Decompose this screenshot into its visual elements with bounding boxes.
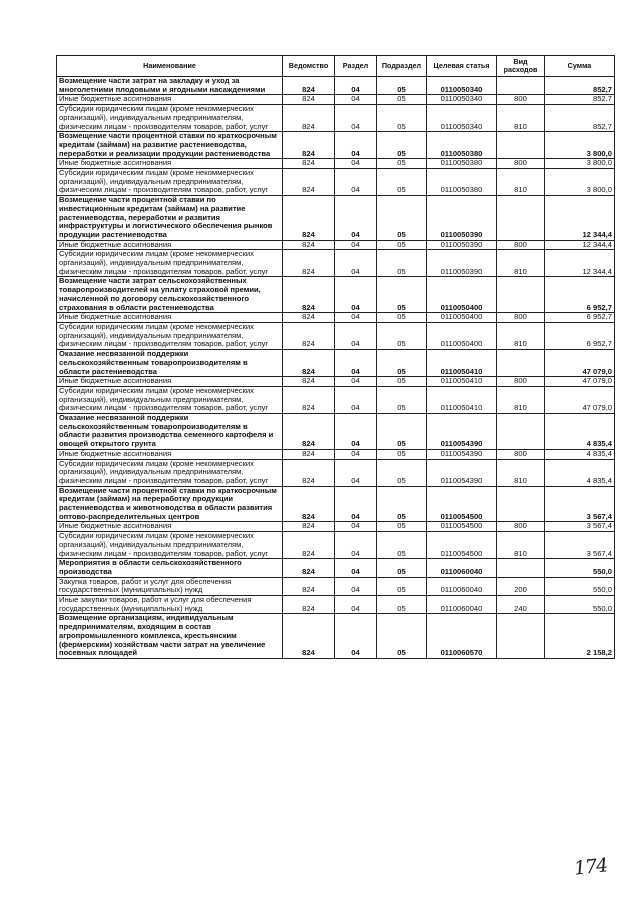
cell-vid: 810 bbox=[497, 532, 545, 559]
cell-ved: 824 bbox=[283, 449, 335, 459]
cell-name: Иные бюджетные ассигнования bbox=[57, 240, 283, 250]
cell-ved: 824 bbox=[283, 386, 335, 413]
table-row bbox=[57, 105, 615, 132]
cell-podrazdel: 05 bbox=[377, 132, 427, 159]
cell-razdel: 04 bbox=[335, 486, 377, 522]
cell-razdel: 04 bbox=[335, 377, 377, 387]
cell-ved: 824 bbox=[283, 559, 335, 577]
cell-statya: 0110050340 bbox=[427, 77, 497, 95]
cell-name: Субсидии юридическим лицам (кроме некоммерческих организаций), индивидуальным предпринимателям, физическим лицам - производителям товаров, работ, услуг bbox=[57, 105, 283, 132]
cell-statya: 0110050410 bbox=[427, 350, 497, 377]
cell-vid: 800 bbox=[497, 313, 545, 323]
table-row bbox=[57, 132, 615, 159]
cell-name: Иные бюджетные ассигнования bbox=[57, 95, 283, 105]
cell-name: Субсидии юридическим лицам (кроме некоммерческих организаций), индивидуальным предпринимателям, физическим лицам - производителям товаров, работ, услуг bbox=[57, 459, 283, 486]
cell-name: Иные закупки товаров, работ и услуг для обеспечения государственных (муниципальных) нужд bbox=[57, 596, 283, 614]
cell-vid: 800 bbox=[497, 377, 545, 387]
cell-razdel: 04 bbox=[335, 240, 377, 250]
cell-summa: 4 835,4 bbox=[545, 414, 615, 450]
cell-name: Закупка товаров, работ и услуг для обеспечения государственных (муниципальных) нужд bbox=[57, 577, 283, 595]
cell-podrazdel: 05 bbox=[377, 350, 427, 377]
table-row bbox=[57, 277, 615, 313]
cell-vid bbox=[497, 77, 545, 95]
cell-razdel: 04 bbox=[335, 277, 377, 313]
cell-vid: 200 bbox=[497, 577, 545, 595]
cell-vid bbox=[497, 614, 545, 659]
cell-podrazdel: 05 bbox=[377, 486, 427, 522]
cell-vid: 800 bbox=[497, 449, 545, 459]
cell-name: Мероприятия в области сельскохозяйственного производства bbox=[57, 559, 283, 577]
table-header-row bbox=[57, 56, 615, 77]
cell-name: Иные бюджетные ассигнования bbox=[57, 159, 283, 169]
cell-vid bbox=[497, 277, 545, 313]
cell-podrazdel: 05 bbox=[377, 377, 427, 387]
cell-vid: 800 bbox=[497, 240, 545, 250]
cell-razdel: 04 bbox=[335, 169, 377, 196]
table-row bbox=[57, 449, 615, 459]
cell-statya: 0110050390 bbox=[427, 250, 497, 277]
cell-name: Оказание несвязанной поддержки сельскохозяйственным товаропроизводителям в области развития производства семенного картофеля и овощей открытого грунта bbox=[57, 414, 283, 450]
cell-vid: 810 bbox=[497, 386, 545, 413]
cell-name: Возмещение части затрат на закладку и уход за многолетними плодовыми и ягодными насаждениями bbox=[57, 77, 283, 95]
cell-summa: 852,7 bbox=[545, 95, 615, 105]
cell-podrazdel: 05 bbox=[377, 105, 427, 132]
cell-name: Возмещение части процентной ставки по краткосрочным кредитам (займам) на развитие растениеводства, переработки и реализации продукции растениеводства bbox=[57, 132, 283, 159]
cell-podrazdel: 05 bbox=[377, 77, 427, 95]
table-row bbox=[57, 486, 615, 522]
cell-podrazdel: 05 bbox=[377, 449, 427, 459]
cell-name: Оказание несвязанной поддержки сельскохозяйственным товаропроизводителям в области растениеводства bbox=[57, 350, 283, 377]
cell-razdel: 04 bbox=[335, 250, 377, 277]
cell-vid: 810 bbox=[497, 250, 545, 277]
header-name: Наименование bbox=[57, 56, 283, 77]
cell-podrazdel: 05 bbox=[377, 414, 427, 450]
cell-name: Иные бюджетные ассигнования bbox=[57, 522, 283, 532]
cell-summa: 3 567,4 bbox=[545, 522, 615, 532]
page-number: 174 bbox=[572, 854, 609, 880]
cell-podrazdel: 05 bbox=[377, 596, 427, 614]
cell-podrazdel: 05 bbox=[377, 459, 427, 486]
cell-razdel: 04 bbox=[335, 105, 377, 132]
cell-vid: 800 bbox=[497, 95, 545, 105]
cell-razdel: 04 bbox=[335, 322, 377, 349]
cell-statya: 0110050340 bbox=[427, 105, 497, 132]
cell-statya: 0110060040 bbox=[427, 559, 497, 577]
cell-podrazdel: 05 bbox=[377, 614, 427, 659]
header-vid: Вид расходов bbox=[497, 56, 545, 77]
cell-ved: 824 bbox=[283, 250, 335, 277]
cell-ved: 824 bbox=[283, 414, 335, 450]
cell-name: Иные бюджетные ассигнования bbox=[57, 313, 283, 323]
cell-vid: 810 bbox=[497, 105, 545, 132]
cell-ved: 824 bbox=[283, 577, 335, 595]
cell-ved: 824 bbox=[283, 350, 335, 377]
cell-statya: 0110054390 bbox=[427, 449, 497, 459]
cell-vid bbox=[497, 486, 545, 522]
cell-statya: 0110054390 bbox=[427, 459, 497, 486]
cell-podrazdel: 05 bbox=[377, 277, 427, 313]
cell-razdel: 04 bbox=[335, 449, 377, 459]
cell-name: Иные бюджетные ассигнования bbox=[57, 449, 283, 459]
cell-ved: 824 bbox=[283, 105, 335, 132]
header-statya: Целевая статья bbox=[427, 56, 497, 77]
cell-podrazdel: 05 bbox=[377, 313, 427, 323]
cell-podrazdel: 05 bbox=[377, 169, 427, 196]
header-ved: Ведомство bbox=[283, 56, 335, 77]
cell-razdel: 04 bbox=[335, 522, 377, 532]
cell-name: Возмещение части затрат сельскохозяйственных товаропроизводителей на уплату страховой премии, начисленной по договору сельскохозяйственного страхования в области растениеводства bbox=[57, 277, 283, 313]
cell-name: Субсидии юридическим лицам (кроме некоммерческих организаций), индивидуальным предпринимателям, физическим лицам - производителям товаров, работ, услуг bbox=[57, 250, 283, 277]
table-row bbox=[57, 559, 615, 577]
cell-podrazdel: 05 bbox=[377, 250, 427, 277]
cell-ved: 824 bbox=[283, 132, 335, 159]
cell-summa: 550,0 bbox=[545, 559, 615, 577]
cell-statya: 0110050380 bbox=[427, 159, 497, 169]
cell-vid bbox=[497, 350, 545, 377]
cell-statya: 0110050400 bbox=[427, 313, 497, 323]
cell-razdel: 04 bbox=[335, 159, 377, 169]
cell-ved: 824 bbox=[283, 95, 335, 105]
cell-name: Иные бюджетные ассигнования bbox=[57, 377, 283, 387]
cell-statya: 0110050410 bbox=[427, 377, 497, 387]
cell-statya: 0110050400 bbox=[427, 277, 497, 313]
header-podrazdel: Подраздел bbox=[377, 56, 427, 77]
cell-summa: 3 800,0 bbox=[545, 169, 615, 196]
cell-statya: 0110050380 bbox=[427, 169, 497, 196]
cell-ved: 824 bbox=[283, 196, 335, 241]
cell-podrazdel: 05 bbox=[377, 322, 427, 349]
cell-summa: 550,0 bbox=[545, 577, 615, 595]
cell-ved: 824 bbox=[283, 459, 335, 486]
table-row bbox=[57, 77, 615, 95]
cell-statya: 0110054500 bbox=[427, 486, 497, 522]
cell-summa: 6 952,7 bbox=[545, 313, 615, 323]
cell-razdel: 04 bbox=[335, 559, 377, 577]
cell-podrazdel: 05 bbox=[377, 559, 427, 577]
cell-razdel: 04 bbox=[335, 459, 377, 486]
table-row bbox=[57, 414, 615, 450]
cell-statya: 0110050390 bbox=[427, 196, 497, 241]
table-row bbox=[57, 532, 615, 559]
cell-summa: 47 079,0 bbox=[545, 377, 615, 387]
table-row bbox=[57, 240, 615, 250]
table-row bbox=[57, 459, 615, 486]
cell-summa: 12 344,4 bbox=[545, 240, 615, 250]
cell-statya: 0110060570 bbox=[427, 614, 497, 659]
table-row bbox=[57, 250, 615, 277]
table-row bbox=[57, 169, 615, 196]
cell-ved: 824 bbox=[283, 522, 335, 532]
table-row bbox=[57, 386, 615, 413]
cell-podrazdel: 05 bbox=[377, 532, 427, 559]
cell-summa: 3 800,0 bbox=[545, 159, 615, 169]
cell-name: Субсидии юридическим лицам (кроме некоммерческих организаций), индивидуальным предпринимателям, физическим лицам - производителям товаров, работ, услуг bbox=[57, 322, 283, 349]
cell-summa: 12 344,4 bbox=[545, 196, 615, 241]
cell-ved: 824 bbox=[283, 159, 335, 169]
cell-summa: 47 079,0 bbox=[545, 386, 615, 413]
cell-name: Возмещение части процентной ставки по краткосрочным кредитам (займам) на переработку продукции растениеводства и животноводства в области развития оптово-распределительных центров bbox=[57, 486, 283, 522]
cell-statya: 0110054500 bbox=[427, 532, 497, 559]
cell-vid bbox=[497, 132, 545, 159]
cell-summa: 2 158,2 bbox=[545, 614, 615, 659]
table-row bbox=[57, 313, 615, 323]
cell-name: Субсидии юридическим лицам (кроме некоммерческих организаций), индивидуальным предпринимателям, физическим лицам - производителям товаров, работ, услуг bbox=[57, 169, 283, 196]
cell-ved: 824 bbox=[283, 313, 335, 323]
cell-ved: 824 bbox=[283, 532, 335, 559]
cell-podrazdel: 05 bbox=[377, 196, 427, 241]
table-row bbox=[57, 322, 615, 349]
cell-razdel: 04 bbox=[335, 95, 377, 105]
cell-razdel: 04 bbox=[335, 596, 377, 614]
cell-vid: 810 bbox=[497, 322, 545, 349]
cell-summa: 6 952,7 bbox=[545, 277, 615, 313]
cell-summa: 3 800,0 bbox=[545, 132, 615, 159]
cell-summa: 3 567,4 bbox=[545, 486, 615, 522]
cell-summa: 6 952,7 bbox=[545, 322, 615, 349]
cell-razdel: 04 bbox=[335, 132, 377, 159]
cell-razdel: 04 bbox=[335, 196, 377, 241]
cell-summa: 4 835,4 bbox=[545, 449, 615, 459]
cell-summa: 47 079,0 bbox=[545, 350, 615, 377]
cell-podrazdel: 05 bbox=[377, 386, 427, 413]
cell-ved: 824 bbox=[283, 596, 335, 614]
cell-name: Субсидии юридическим лицам (кроме некоммерческих организаций), индивидуальным предпринимателям, физическим лицам - производителям товаров, работ, услуг bbox=[57, 386, 283, 413]
cell-statya: 0110050390 bbox=[427, 240, 497, 250]
cell-statya: 0110054390 bbox=[427, 414, 497, 450]
table-row bbox=[57, 95, 615, 105]
table-row bbox=[57, 350, 615, 377]
cell-razdel: 04 bbox=[335, 532, 377, 559]
table-row bbox=[57, 159, 615, 169]
table-row bbox=[57, 614, 615, 659]
cell-vid: 800 bbox=[497, 522, 545, 532]
cell-summa: 3 567,4 bbox=[545, 532, 615, 559]
cell-vid: 240 bbox=[497, 596, 545, 614]
cell-razdel: 04 bbox=[335, 313, 377, 323]
cell-vid bbox=[497, 414, 545, 450]
cell-statya: 0110050380 bbox=[427, 132, 497, 159]
cell-statya: 0110060040 bbox=[427, 596, 497, 614]
table-row bbox=[57, 577, 615, 595]
cell-vid: 800 bbox=[497, 159, 545, 169]
cell-summa: 12 344,4 bbox=[545, 250, 615, 277]
cell-ved: 824 bbox=[283, 486, 335, 522]
cell-razdel: 04 bbox=[335, 350, 377, 377]
cell-statya: 0110060040 bbox=[427, 577, 497, 595]
cell-summa: 852,7 bbox=[545, 105, 615, 132]
cell-razdel: 04 bbox=[335, 77, 377, 95]
cell-razdel: 04 bbox=[335, 386, 377, 413]
cell-statya: 0110054500 bbox=[427, 522, 497, 532]
cell-vid bbox=[497, 559, 545, 577]
cell-vid: 810 bbox=[497, 459, 545, 486]
cell-podrazdel: 05 bbox=[377, 95, 427, 105]
cell-statya: 0110050340 bbox=[427, 95, 497, 105]
cell-ved: 824 bbox=[283, 240, 335, 250]
cell-ved: 824 bbox=[283, 277, 335, 313]
cell-name: Субсидии юридическим лицам (кроме некоммерческих организаций), индивидуальным предпринимателям, физическим лицам - производителям товаров, работ, услуг bbox=[57, 532, 283, 559]
cell-vid: 810 bbox=[497, 169, 545, 196]
cell-podrazdel: 05 bbox=[377, 240, 427, 250]
cell-vid bbox=[497, 196, 545, 241]
cell-name: Возмещение организациям, индивидуальным предпринимателям, входящим в состав агропромышленного комплекса, крестьянским (фермерским) хозяйствам части затрат на увеличение посевных площадей bbox=[57, 614, 283, 659]
table-row bbox=[57, 596, 615, 614]
cell-statya: 0110050410 bbox=[427, 386, 497, 413]
cell-podrazdel: 05 bbox=[377, 577, 427, 595]
cell-razdel: 04 bbox=[335, 577, 377, 595]
cell-ved: 824 bbox=[283, 377, 335, 387]
cell-razdel: 04 bbox=[335, 414, 377, 450]
cell-ved: 824 bbox=[283, 169, 335, 196]
budget-table bbox=[56, 55, 615, 659]
cell-summa: 550,0 bbox=[545, 596, 615, 614]
cell-ved: 824 bbox=[283, 614, 335, 659]
cell-summa: 4 835,4 bbox=[545, 459, 615, 486]
cell-podrazdel: 05 bbox=[377, 159, 427, 169]
cell-statya: 0110050400 bbox=[427, 322, 497, 349]
table-row bbox=[57, 377, 615, 387]
table-row bbox=[57, 522, 615, 532]
cell-razdel: 04 bbox=[335, 614, 377, 659]
cell-name: Возмещение части процентной ставки по инвестиционным кредитам (займам) на развитие растениеводства, переработки и развития инфраструктуры и логистического обеспечения рынков продукции растениеводства bbox=[57, 196, 283, 241]
table-body bbox=[57, 77, 615, 659]
header-razdel: Раздел bbox=[335, 56, 377, 77]
table-row bbox=[57, 196, 615, 241]
cell-ved: 824 bbox=[283, 77, 335, 95]
cell-podrazdel: 05 bbox=[377, 522, 427, 532]
cell-summa: 852,7 bbox=[545, 77, 615, 95]
header-summa: Сумма bbox=[545, 56, 615, 77]
cell-ved: 824 bbox=[283, 322, 335, 349]
